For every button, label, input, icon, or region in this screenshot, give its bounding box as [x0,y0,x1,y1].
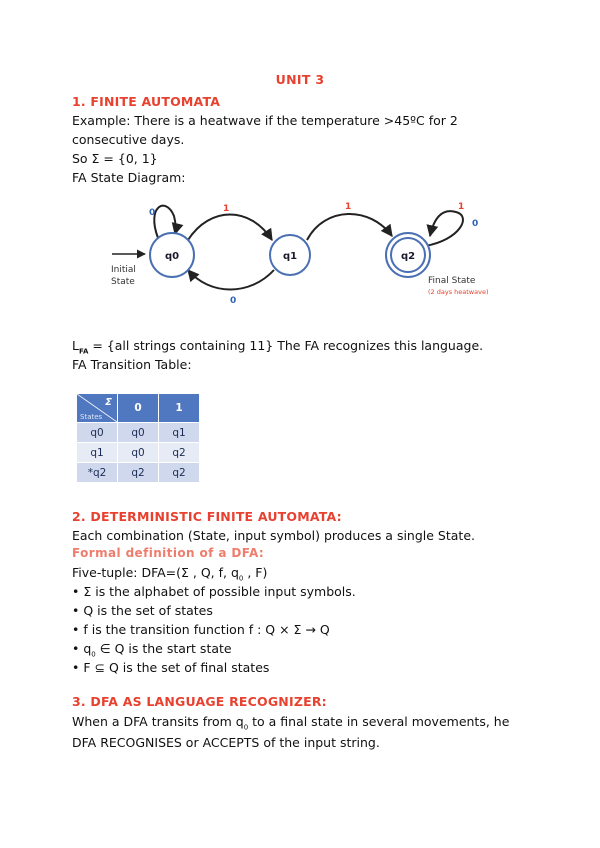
section2-heading: 2. DETERMINISTIC FINITE AUTOMATA: [72,509,342,524]
table-corner-sigma: Σ [105,397,112,408]
table-cell-on0: q2 [118,463,159,483]
table-cell-on1: q1 [159,423,200,443]
start-pre: • q [72,641,92,656]
start-sub: 0 [91,650,96,659]
diagram-label: FA State Diagram: [72,170,186,185]
state-q2-label: q2 [400,251,416,262]
example-line-1: Example: There is a heatwave if the temperature >45ºC for 2 [72,113,458,128]
transition-table-label: FA Transition Table: [72,357,192,372]
bullet-states: • Q is the set of states [72,603,213,618]
transition-table [76,393,200,483]
table-cell-on0: q0 [118,423,159,443]
edge-q1-q0 [188,270,274,290]
recognizer-pre: When a DFA transits from q [72,714,244,729]
label-q1-q2: 1 [345,202,352,212]
table-cell-state: *q2 [77,463,118,483]
edge-q2-self [425,211,463,246]
table-cell-on1: q2 [159,443,200,463]
final-state-label: Final State [428,276,476,286]
bullet-transition: • f is the transition function f : Q × Σ → Q [72,622,330,637]
recognizer-line-2: DFA RECOGNISES or ACCEPTS of the input string. [72,735,380,750]
table-header-1: 1 [159,394,200,423]
table-cell-state: q0 [77,423,118,443]
section1-heading: 1. FINITE AUTOMATA [72,94,221,109]
recognizer-sub: 0 [243,723,249,732]
initial-label-2: State [111,277,135,287]
table-corner-states: States [80,413,103,421]
state-q1-label: q1 [282,251,298,262]
state-q0-label: q0 [164,251,180,262]
language-symbol: L [72,338,79,353]
label-q0-self: 0 [149,208,156,218]
table-row [77,463,200,483]
section3-heading: 3. DFA AS LANGUAGE RECOGNIZER: [72,694,327,709]
final-state-note: (2 days heatwave) [428,288,489,296]
label-q2-self-a: 1 [458,202,465,212]
formal-definition-heading: Formal definition of a DFA: [72,546,265,560]
sigma-line: So Σ = {0, 1} [72,151,158,166]
recognizer-post: to a final state in several movements, he [248,714,510,729]
edge-q1-q2 [307,214,392,240]
start-post: ∈ Q is the start state [95,641,232,656]
label-q2-self-b: 0 [472,219,479,229]
label-q1-q0: 0 [230,296,237,306]
edge-q0-q1 [188,215,272,241]
five-tuple-text: Five-tuple: DFA=(Σ , Q, f, q [72,565,239,580]
five-tuple-sub: 0 [238,574,244,583]
table-row [77,423,200,443]
dfa-description: Each combination (State, input symbol) produces a single State. [72,528,475,543]
table-cell-on0: q0 [118,443,159,463]
fa-state-diagram [100,196,500,316]
unit-title: UNIT 3 [275,72,325,87]
table-corner-cell [77,394,118,423]
bullet-alphabet: • Σ is the alphabet of possible input symbols. [72,584,356,599]
initial-label-1: Initial [111,265,136,275]
example-line-2: consecutive days. [72,132,185,147]
language-subscript: FA [78,347,89,356]
table-row [77,443,200,463]
table-cell-state: q1 [77,443,118,463]
bullet-final-states: • F ⊆ Q is the set of final states [72,660,270,675]
table-header-0: 0 [118,394,159,423]
five-tuple-end: , F) [243,565,268,580]
label-q0-q1: 1 [223,204,230,214]
table-cell-on1: q2 [159,463,200,483]
language-definition: = {all strings containing 11} The FA recognizes this language. [88,338,484,353]
